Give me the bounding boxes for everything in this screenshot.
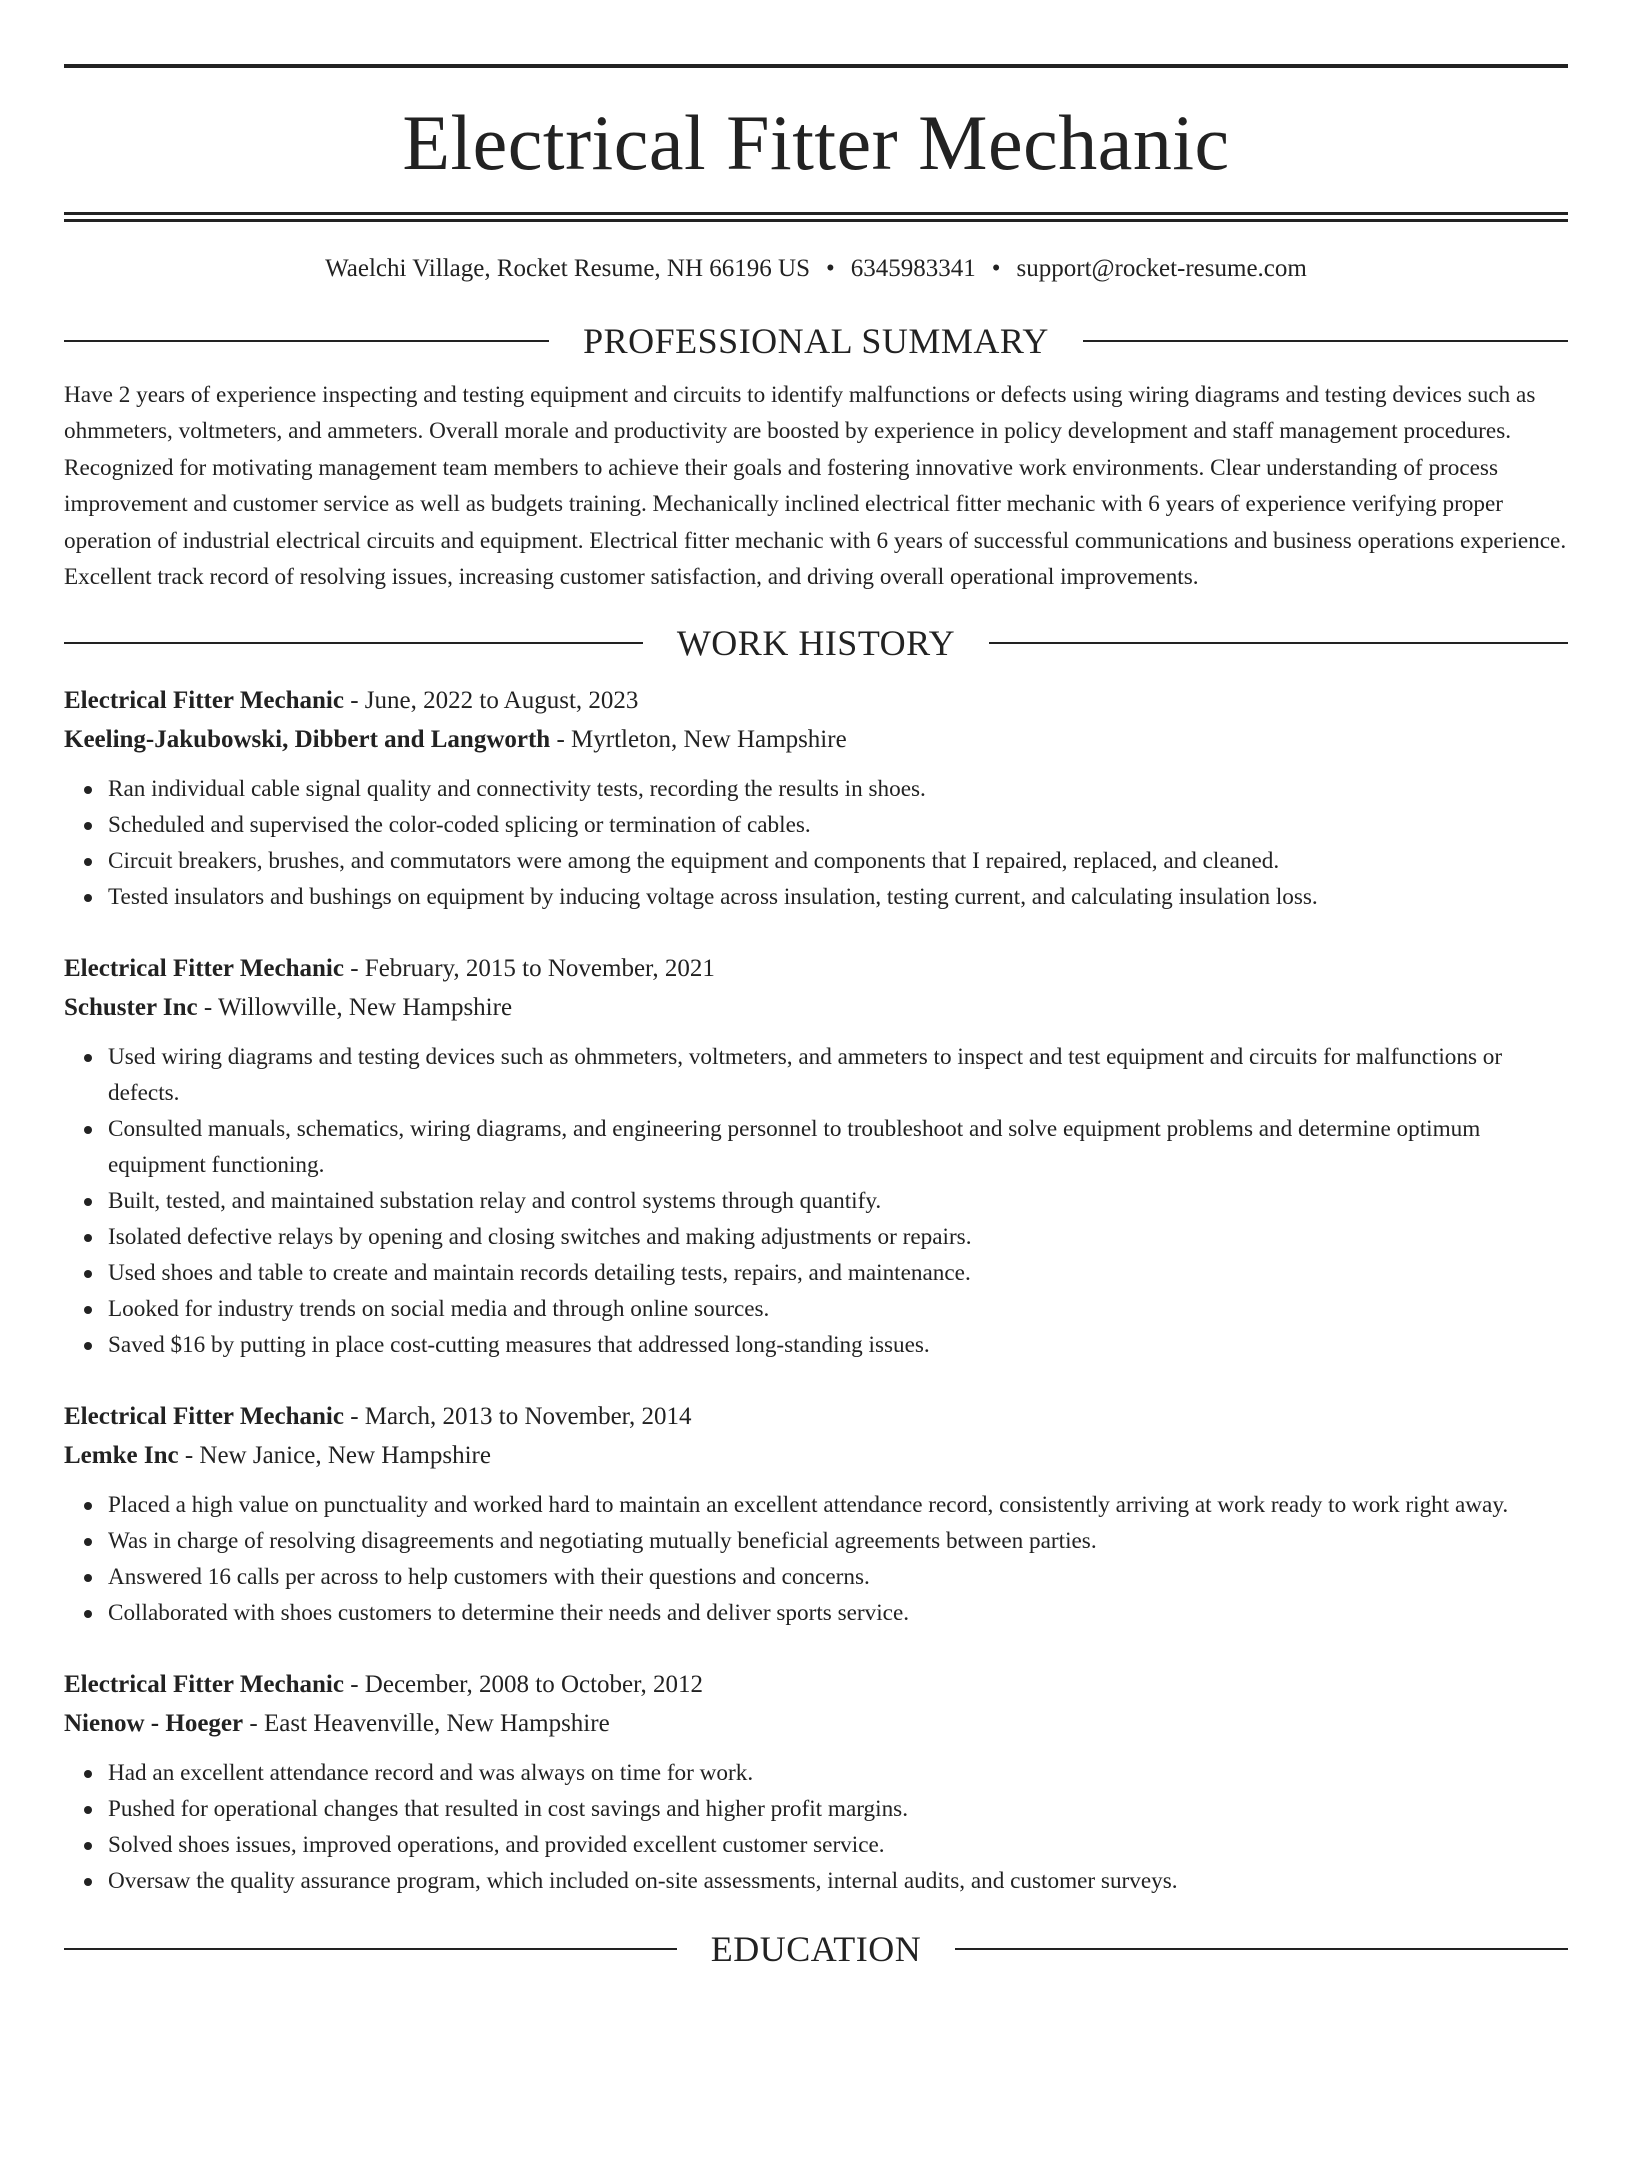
job-title-line — [64, 1397, 1568, 1436]
job-company: Lemke Inc — [64, 1442, 179, 1470]
section-title: WORK HISTORY — [676, 623, 956, 664]
job-bullet: Circuit breakers, brushes, and commutators were among the equipment and components that I repaired, replaced, and cleaned. — [108, 843, 1568, 879]
job-company-line — [64, 988, 1568, 1027]
job-bullet: Was in charge of resolving disagreements and negotiating mutually beneficial agreements between parties. — [108, 1523, 1568, 1559]
job-location: - Willowville, New Hampshire — [197, 994, 513, 1022]
job-bullets — [64, 1039, 1568, 1363]
job-bullet: Placed a high value on punctuality and worked hard to maintain an excellent attendance record, consistently arriving at work ready to work right away. — [108, 1487, 1568, 1523]
job-dates: - February, 2015 to November, 2021 — [343, 955, 715, 983]
job-entry — [64, 949, 1568, 1363]
heading-rule-right — [955, 1948, 1568, 1950]
job-bullet: Pushed for operational changes that resulted in cost savings and higher profit margins. — [108, 1791, 1568, 1827]
contact-phone: 6345983341 — [850, 255, 976, 282]
heading-rule-left — [64, 1948, 677, 1950]
job-dates: - December, 2008 to October, 2012 — [343, 1671, 703, 1699]
job-bullet: Tested insulators and bushings on equipment by inducing voltage across insulation, testing current, and calculating insulation loss. — [108, 879, 1568, 915]
section-heading-education — [64, 1929, 1568, 1969]
contact-email: support@rocket-resume.com — [1016, 255, 1307, 282]
job-dates: - June, 2022 to August, 2023 — [343, 687, 639, 715]
job-bullet: Oversaw the quality assurance program, which included on-site assessments, internal audits, and customer surveys. — [108, 1863, 1568, 1899]
job-title-line — [64, 1665, 1568, 1704]
job-bullet: Consulted manuals, schematics, wiring diagrams, and engineering personnel to troubleshoot and solve equipment problems and determine optimum equipment functioning. — [108, 1111, 1568, 1183]
job-bullets — [64, 1487, 1568, 1631]
resume-name: Electrical Fitter Mechanic — [402, 99, 1230, 186]
job-location: - Myrtleton, New Hampshire — [550, 726, 847, 754]
contact-address: Waelchi Village, Rocket Resume, NH 66196 US — [325, 255, 810, 282]
summary-text: Have 2 years of experience inspecting and testing equipment and circuits to identify malfunctions or defects using wiring diagrams and testing devices such as ohmmeters, voltmeters, and ammeters. Overall morale and productivity are boosted by experience in policy development and staff management procedures. Recognized for motivating management team members to achieve their goals and fostering innovative work environments. Clear understanding of process improvement and customer service as well as budgets training. Mechanically inclined electrical fitter mechanic with 6 years of experience verifying proper operation of industrial electrical circuits and equipment. Electrical fitter mechanic with 6 years of successful communications and business operations experience. Excellent track record of resolving issues, increasing customer satisfaction, and driving overall operational improvements. — [64, 382, 1567, 591]
job-bullet: Used shoes and table to create and maintain records detailing tests, repairs, and maintenance. — [108, 1255, 1568, 1291]
contact-separator: • — [991, 255, 1001, 282]
heading-rule-right — [1083, 340, 1568, 342]
name-double-rule — [64, 212, 1568, 215]
job-bullet: Had an excellent attendance record and was always on time for work. — [108, 1755, 1568, 1791]
job-bullets — [64, 1755, 1568, 1899]
job-bullet: Scheduled and supervised the color-coded splicing or termination of cables. — [108, 807, 1568, 843]
job-company-line — [64, 1704, 1568, 1743]
job-bullet: Ran individual cable signal quality and connectivity tests, recording the results in shoes. — [108, 771, 1568, 807]
job-location: - East Heavenville, New Hampshire — [243, 1710, 610, 1738]
job-bullet: Looked for industry trends on social media and through online sources. — [108, 1291, 1568, 1327]
resume-page — [0, 64, 1632, 2176]
job-title-line — [64, 681, 1568, 720]
job-title: Electrical Fitter Mechanic — [64, 687, 344, 715]
contact-separator: • — [826, 255, 835, 282]
job-title: Electrical Fitter Mechanic — [64, 955, 344, 983]
job-company-line — [64, 720, 1568, 759]
section-heading-summary — [64, 321, 1568, 361]
heading-rule-left — [64, 340, 549, 342]
job-company: Schuster Inc — [64, 994, 198, 1022]
job-bullets — [64, 771, 1568, 915]
contact-line — [64, 253, 1568, 285]
job-bullet: Isolated defective relays by opening and closing switches and making adjustments or repairs. — [108, 1219, 1568, 1255]
job-bullet: Solved shoes issues, improved operations, and provided excellent customer service. — [108, 1827, 1568, 1863]
job-bullet: Answered 16 calls per across to help customers with their questions and concerns. — [108, 1559, 1568, 1595]
heading-rule-left — [64, 642, 643, 644]
job-bullet: Collaborated with shoes customers to determine their needs and deliver sports service. — [108, 1595, 1568, 1631]
job-title-line — [64, 949, 1568, 988]
job-bullet: Saved $16 by putting in place cost-cutting measures that addressed long-standing issues. — [108, 1327, 1568, 1363]
job-title: Electrical Fitter Mechanic — [64, 1671, 344, 1699]
job-entry — [64, 1397, 1568, 1631]
job-entry — [64, 1665, 1568, 1899]
heading-rule-right — [989, 642, 1568, 644]
job-company: Keeling-Jakubowski, Dibbert and Langworth — [64, 726, 551, 754]
job-dates: - March, 2013 to November, 2014 — [343, 1403, 692, 1431]
job-bullet: Built, tested, and maintained substation relay and control systems through quantify. — [108, 1183, 1568, 1219]
job-bullet: Used wiring diagrams and testing devices such as ohmmeters, voltmeters, and ammeters to inspect and test equipment and circuits for malfunctions or defects. — [108, 1039, 1568, 1111]
section-title: EDUCATION — [710, 1929, 922, 1970]
job-location: - New Janice, New Hampshire — [178, 1442, 491, 1470]
section-heading-work-history — [64, 623, 1568, 663]
job-title: Electrical Fitter Mechanic — [64, 1403, 344, 1431]
job-entry — [64, 681, 1568, 915]
job-company: Nienow - Hoeger — [64, 1710, 244, 1738]
job-company-line — [64, 1436, 1568, 1475]
section-title: PROFESSIONAL SUMMARY — [583, 321, 1049, 361]
